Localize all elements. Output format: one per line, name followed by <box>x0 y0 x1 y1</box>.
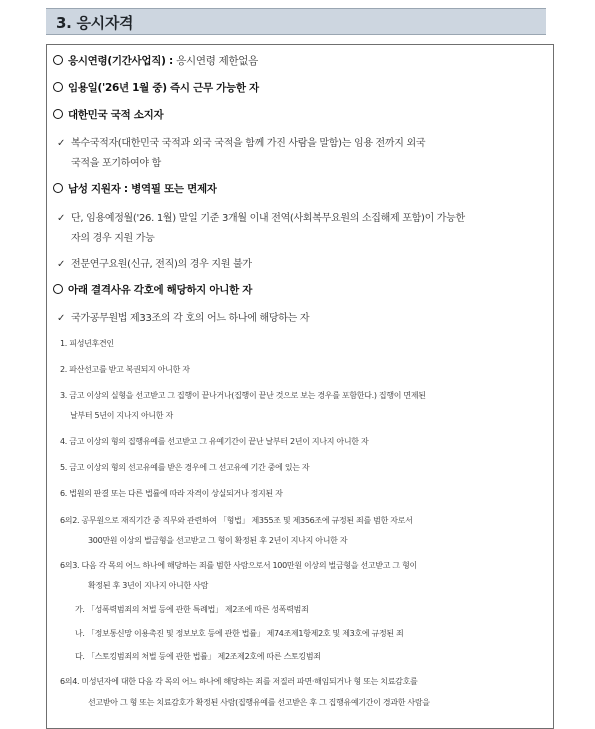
disqualification-item-continuation: 확정된 후 3년이 지나지 아니한 사람 <box>88 581 208 590</box>
check-mark-icon: ✓ <box>57 138 66 149</box>
requirement-heading <box>53 282 252 297</box>
requirement-heading <box>53 80 259 95</box>
requirement-heading <box>53 53 258 68</box>
check-item-text: 복수국적자(대한민국 국적과 외국 국적을 함께 가진 사람을 말함)는 임용 전까지 외국 <box>71 138 426 149</box>
check-mark-icon: ✓ <box>57 213 66 224</box>
requirement-heading <box>53 107 163 122</box>
section-header-bar <box>46 8 546 35</box>
requirement-heading <box>53 181 217 196</box>
sub-item: 가. 「성폭력범죄의 처벌 등에 관한 특례법」 제2조에 따른 성폭력범죄 <box>75 605 309 614</box>
disqualification-item: 5. 금고 이상의 형의 선고유예를 받은 경우에 그 선고유예 기간 중에 있는 자 <box>60 463 310 472</box>
circle-bullet-icon <box>53 55 63 65</box>
disqualification-item: 6의2. 공무원으로 재직기간 중 직무와 관련하여 「형법」 제355조 및 제356조에 규정된 죄를 범한 자로서 <box>60 516 413 525</box>
check-item <box>57 255 252 270</box>
disqualification-item: 2. 파산선고를 받고 복권되지 아니한 자 <box>60 365 190 374</box>
check-item-text: 전문연구요원(신규, 전직)의 경우 지원 불가 <box>71 259 252 270</box>
circle-bullet-icon <box>53 109 63 119</box>
circle-bullet-icon <box>53 82 63 92</box>
heading-plain-text: 응시연령 제한없음 <box>176 55 258 67</box>
disqualification-item: 6. 법원의 판결 또는 다른 법률에 따라 자격이 상실되거나 정지된 자 <box>60 489 283 498</box>
heading-strong-text: 남성 지원자 : 병역필 또는 면제자 <box>68 183 217 195</box>
heading-strong-text: 응시연령(기간사업직) : <box>68 55 177 67</box>
check-item <box>57 209 465 224</box>
disqualification-item: 6의4. 미성년자에 대한 다음 각 목의 어느 하나에 해당하는 죄를 저질러 파면·해임되거나 형 또는 치료감호를 <box>60 677 418 686</box>
disqualification-item-continuation: 300만원 이상의 벌금형을 선고받고 그 형이 확정된 후 2년이 지나지 아니한 자 <box>88 536 348 545</box>
circle-bullet-icon <box>53 284 63 294</box>
check-item <box>57 309 309 324</box>
disqualification-item: 6의3. 다음 각 목의 어느 하나에 해당하는 죄를 범한 사람으로서 100만원 이상의 벌금형을 선고받고 그 형이 <box>60 561 417 570</box>
check-mark-icon: ✓ <box>57 313 66 324</box>
check-item-continuation: 국적을 포기하여야 함 <box>71 158 161 169</box>
section-title: 3. 응시자격 <box>56 14 134 32</box>
disqualification-item: 3. 금고 이상의 실형을 선고받고 그 집행이 끝나거나(집행이 끝난 것으로 보는 경우를 포함한다.) 집행이 면제된 <box>60 391 426 400</box>
sub-item: 나. 「정보통신망 이용촉진 및 정보보호 등에 관한 법률」 제74조제1항제2호 및 제3호에 규정된 죄 <box>75 629 404 638</box>
sub-item: 다. 「스토킹범죄의 처벌 등에 관한 법률」 제2조제2호에 따른 스토킹범죄 <box>75 652 321 661</box>
circle-bullet-icon <box>53 183 63 193</box>
heading-strong-text: 대한민국 국적 소지자 <box>68 109 164 121</box>
check-mark-icon: ✓ <box>57 259 66 270</box>
disqualification-item: 4. 금고 이상의 형의 집행유예를 선고받고 그 유예기간이 끝난 날부터 2년이 지나지 아니한 자 <box>60 437 369 446</box>
heading-strong-text: 임용일('26년 1월 중) 즉시 근무 가능한 자 <box>68 82 259 94</box>
check-item <box>57 134 425 149</box>
disqualification-item-continuation: 선고받아 그 형 또는 치료감호가 확정된 사람(집행유예를 선고받은 후 그 집행유예기간이 경과한 사람을 <box>88 698 430 707</box>
check-item-text: 단, 임용예정월('26. 1월) 말일 기준 3개월 이내 전역(사회복무요원의 소집해제 포함)이 가능한 <box>71 213 465 224</box>
heading-strong-text: 아래 결격사유 각호에 해당하지 아니한 자 <box>68 284 253 296</box>
check-item-continuation: 자의 경우 지원 가능 <box>71 233 155 244</box>
check-item-text: 국가공무원법 제33조의 각 호의 어느 하나에 해당하는 자 <box>71 313 310 324</box>
disqualification-item: 1. 피성년후견인 <box>60 339 114 348</box>
disqualification-item-continuation: 날부터 5년이 지나지 아니한 자 <box>70 411 173 420</box>
